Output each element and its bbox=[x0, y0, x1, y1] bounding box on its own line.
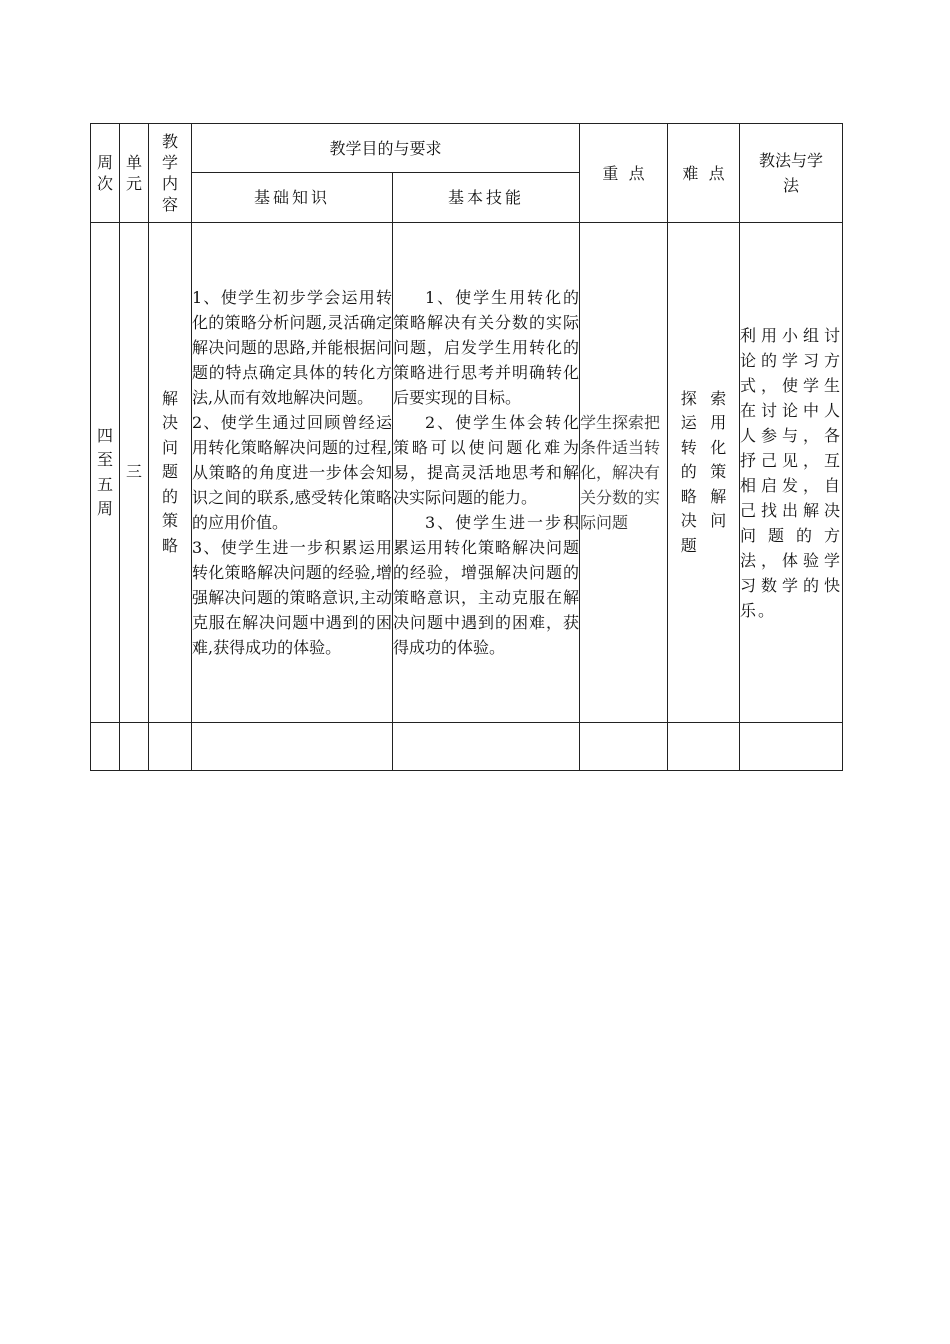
knowledge-item: 1、使学生初步学会运用转化的策略分析问题,灵活确定解决问题的思路,并能根据问题的特点确定具体的转化方法,从而有效地解决问题。 bbox=[192, 288, 392, 407]
cell-method: 利用小组讨论的学习方式，使学生在讨论中人人参与，各抒己见，互相启发，自己找出解决问题的方法，体验学习数学的快乐。 bbox=[740, 223, 843, 723]
header-method: 教法与学法 bbox=[740, 124, 843, 223]
header-basic-skill: 基本技能 bbox=[393, 173, 580, 223]
cell-unit: 三 bbox=[120, 223, 149, 723]
header-week: 周次 bbox=[91, 124, 120, 223]
cell-difficulty: 探运转的略决题 索用化策解问 bbox=[668, 223, 740, 723]
header-key-points: 重 点 bbox=[580, 124, 668, 223]
header-basic-knowledge: 基础知识 bbox=[192, 173, 393, 223]
knowledge-item: 2、使学生通过回顾曾经运用转化策略解决问题的过程,从策略的角度进一步体会知识之间的联系,感受转化策略的应用价值。 bbox=[192, 413, 392, 532]
knowledge-item: 3、使学生进一步积累运用转化策略解决问题的经验,增强解决问题的策略意识,主动克服在解决问题中遇到的困难,获得成功的体验。 bbox=[192, 538, 392, 657]
skill-item: 1、使学生用转化的策略解决有关分数的实际问题，启发学生用转化的策略进行思考并明确转化后要实现的目标。 bbox=[393, 288, 580, 407]
empty-row bbox=[91, 723, 843, 771]
cell-knowledge bbox=[192, 223, 393, 723]
skill-item: 3、使学生进一步积累运用转化策略解决问题的经验，增强解决问题的策略意识，主动克服在解决问题中遇到的困难，获得成功的体验。 bbox=[393, 513, 580, 657]
cell-skills bbox=[393, 223, 580, 723]
header-difficulty: 难 点 bbox=[668, 124, 740, 223]
cell-key-points: 学生探索把条件适当转化，解决有关分数的实际问题 bbox=[580, 223, 668, 723]
cell-week: 四至五周 bbox=[91, 223, 120, 723]
header-unit: 单元 bbox=[120, 124, 149, 223]
header-content: 教学内容 bbox=[149, 124, 192, 223]
skill-item: 2、使学生体会转化策略可以使问题化难为易，提高灵活地思考和解决实际问题的能力。 bbox=[393, 413, 580, 507]
cell-content: 解决问题的策略 bbox=[149, 223, 192, 723]
teaching-plan-table bbox=[90, 123, 843, 771]
header-goals: 教学目的与要求 bbox=[192, 124, 580, 173]
